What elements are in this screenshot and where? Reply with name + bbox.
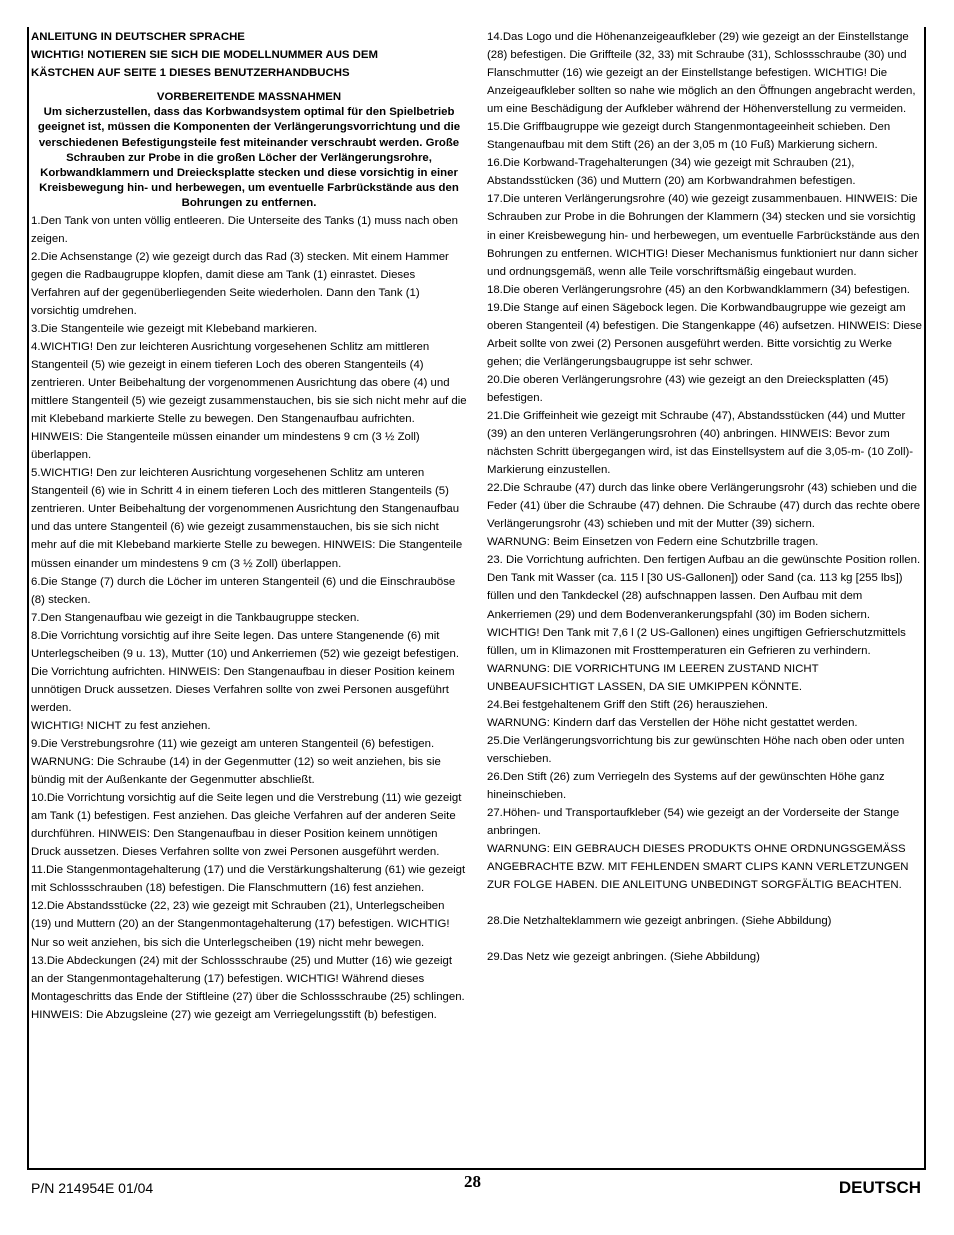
warning: WARNUNG: DIE VORRICHTUNG IM LEEREN ZUSTAND NICHT UNBEAUFSICHTIGT LASSEN, DA SIE UMKIPPEN KÖNNTE. [487, 662, 819, 693]
step: 18.Die oberen Verlängerungsrohre (45) an den Korbwandklammern (34) befestigen. [487, 283, 910, 296]
part-number: P/N 214954E 01/04 [31, 1180, 154, 1196]
step: 5.WICHTIG! Den zur leichteren Ausrichtung vorgesehenen Schlitz am unteren Stangenteil (6) wie in Schritt 4 in einem tieferen Loch des mittleren Stangenteils (5) zentrieren. Unter Beibehaltung der vorgenommenen Ausrichtung den Stangenaufbau und das untere Stangenteil (6) wie gezeigt zusammenstauchen, bis sie sich nicht mehr auf die mit Klebeband markierte Stelle zu bewegen. HINWEIS: Die Stangenteile müssen einander um mindestens 9 cm (3 ½ Zoll) überlappen. [31, 467, 463, 570]
step: 27.Höhen- und Transportaufkleber (54) wie gezeigt an der Vorderseite der Stange anbringen. [487, 807, 900, 838]
step: 1.Den Tank von unten völlig entleeren. Die Unterseite des Tanks (1) muss nach oben zeigen. [31, 214, 458, 245]
step: 7.Den Stangenaufbau wie gezeigt in die Tankbaugruppe stecken. [31, 611, 360, 624]
header-line: ANLEITUNG IN DEUTSCHER SPRACHE [31, 31, 245, 43]
prep-text: Um sicherzustellen, dass das Korbwandsystem optimal für den Spielbetrieb geeignet ist, müssen die Komponenten der Verlängerungsvorrichtung und die verschiedenen Befestigungsteile fest miteinander verschraubt werden. Große Schrauben zur Probe in die großen Löcher der Verlängerungsrohre, Korbwandklammern und Dreiecksplatte stecken und diese vorsichtig in einer Kreisbewegung hin- und herbewegen, um eventuelle Farbrückstände aus den Bohrungen zu entfernen. [37, 106, 461, 210]
step: 11.Die Stangenmontagehalterung (17) und die Verstärkungshalterung (61) wie gezeigt mit Schlossschrauben (18) befestigen. Die Flanschmuttern (16) fest anziehen. [31, 864, 466, 895]
page-footer [0, 1172, 954, 1206]
spacer [487, 930, 923, 948]
right-column [487, 28, 923, 966]
step: 22.Die Schraube (47) durch das linke obere Verlängerungsrohr (43) schieben und die Feder (41) über die Schraube (47) dehnen. Die Schraube (47) durch das rechte obere Verlängerungsrohr (43) schieben und mit der Mutter (39) sichern. [487, 482, 921, 531]
step: 25.Die Verlängerungsvorrichtung bis zur gewünschten Höhe nach oben oder unten verschieben. [487, 734, 905, 765]
step: 26.Den Stift (26) zum Verriegeln des Systems auf der gewünschten Höhe ganz hineinschieben. [487, 770, 885, 801]
note: WICHTIG! NICHT zu fest anziehen. [31, 719, 211, 732]
step: 9.Die Verstrebungsrohre (11) wie gezeigt am unteren Stangenteil (6) befestigen. [31, 737, 435, 750]
step: 21.Die Griffeinheit wie gezeigt mit Schraube (47), Abstandsstücken (44) und Mutter (39) an den unteren Verlängerungsrohren (40) anbringen. HINWEIS: Bevor zum nächsten Schritt übergegangen wird, ist das Einstellsystem auf die 3,05-m- (10 Zoll)-Markierung einzustellen. [487, 409, 914, 477]
step: 13.Die Abdeckungen (24) mit der Schlossschraube (25) und Mutter (16) wie gezeigt an der Stangenmontagehalterung (17) befestigen. WICHTIG! Während dieses Montageschritts das Ende der Stiftleine (27) über die Schlossschraube (25) schlingen. HINWEIS: Die Abzugsleine (27) wie gezeigt am Verriegelungsstift (b) befestigen. [31, 954, 465, 1021]
header-line: KÄSTCHEN AUF SEITE 1 DIESES BENUTZERHANDBUCHS [31, 67, 350, 79]
spacer [487, 894, 923, 912]
step: 28.Die Netzhalteklammern wie gezeigt anbringen. (Siehe Abbildung) [487, 915, 832, 928]
step: 29.Das Netz wie gezeigt anbringen. (Siehe Abbildung) [487, 951, 760, 964]
step: 17.Die unteren Verlängerungsrohre (40) wie gezeigt zusammenbauen. HINWEIS: Die Schrauben zur Probe in die Bohrungen der Klammern (34) stecken und sie vorsichtig in einer Kreisbewegung hin- und herbewegen, um eventuelle Farbrückstände aus den Bohrungen zu entfernen. WICHTIG! Dieser Mechanismus funktioniert nur dann sicher und ordnungsgemäß, wenn alle Teile vorschriftsmäßig eingebaut wurden. [487, 193, 920, 278]
step: 16.Die Korbwand-Tragehalterungen (34) wie gezeigt mit Schrauben (21), Abstandsstücken (36) und Muttern (20) am Korbwandrahmen befestigen. [487, 157, 856, 188]
prep-title: VORBEREITENDE MASSNAHMEN [156, 91, 342, 103]
language-label: DEUTSCH [838, 1178, 921, 1197]
step: 8.Die Vorrichtung vorsichtig auf ihre Seite legen. Das untere Stangenende (6) mit Unterlegscheiben (9 u. 13), Mutter (10) und Ankerriemen (52) wie gezeigt befestigen. Die Vorrichtung aufrichten. HINWEIS: Den Stangenaufbau in dieser Position keinem unnötigen Druck aussetzen. Dieses Verfahren sollte von zwei Personen ausgeführt werden. [31, 629, 460, 714]
step: 23. Die Vorrichtung aufrichten. Den fertigen Aufbau an die gewünschte Position rollen. Den Tank mit Wasser (ca. 115 l [30 US-Gallonen]) oder Sand (ca. 113 kg [255 lbs]) füllen und den Tankdeckel (28) aufschnappen lassen. Den Aufbau mit dem Ankerriemen (29) und dem Bodenverankerungspfahl (30) im Boden sichern. WICHTIG! Den Tank mit 7,6 l (2 US-Gallonen) eines ungiftigen Gefrierschutzmittels füllen, um in Klimazonen mit Frosttemperaturen ein Gefrieren zu verhindern. [487, 554, 921, 657]
step: 15.Die Griffbaugruppe wie gezeigt durch Stangenmontageeinheit schieben. Den Stangenaufbau mit dem Stift (26) an der 3,05 m (10 Fuß) Markierung sichern. [487, 121, 891, 152]
header-line: WICHTIG! NOTIEREN SIE SICH DIE MODELLNUMMER AUS DEM [31, 49, 378, 61]
step: 6.Die Stange (7) durch die Löcher im unteren Stangenteil (6) und die Einschrauböse (8) stecken. [31, 575, 456, 606]
page-number: 28 [464, 1172, 481, 1191]
step: 4.WICHTIG! Den zur leichteren Ausrichtung vorgesehenen Schlitz am mittleren Stangenteil (5) wie gezeigt in einem tieferen Loch des oberen Stangenteils (4) zentrieren. Unter Beibehaltung der vorgenommenen Ausrichtung das obere (4) und mittlere Stangenteil (5) wie gezeigt zusammenstauchen, bis sie sich nicht mehr auf die mit Klebeband markierte Stelle zu bewegen. Den Stangenaufbau aufrichten. HINWEIS: Die Stangenteile müssen einander um mindestens 9 cm (3 ½ Zoll) überlappen. [31, 340, 467, 462]
step: 10.Die Vorrichtung vorsichtig auf die Seite legen und die Verstrebung (11) wie gezeigt am Tank (1) befestigen. Fest anziehen. Das gleiche Verfahren auf der anderen Seite durchführen. HINWEIS: Den Stangenaufbau in dieser Position keinem unnötigen Druck aussetzen. Dieses Verfahren sollte von zwei Personen ausgeführt werden. [31, 792, 462, 859]
left-column [31, 28, 467, 1024]
step: 19.Die Stange auf einen Sägebock legen. Die Korbwandbaugruppe wie gezeigt am oberen Stangenteil (4) befestigen. Die Stangenkappe (46) aufsetzen. HINWEIS: Diese Arbeit sollte von zwei (2) Personen ausgeführt werden. Bitte vorsichtig zu Werke gehen; die Verlängerungsbaugruppe ist sehr schwer. [487, 301, 922, 368]
warning: WARNUNG: Kindern darf das Verstellen der Höhe nicht gestattet werden. [487, 716, 858, 729]
step: 2.Die Achsenstange (2) wie gezeigt durch das Rad (3) stecken. Mit einem Hammer gegen die Radbaugruppe klopfen, damit diese am Tank (1) einrastet. Dieses Verfahren auf der gegenüberliegenden Seite wiederholen. Dann den Tank (1) vorsichtig umdrehen. [31, 250, 449, 317]
step: 14.Das Logo und die Höhenanzeigeaufkleber (29) wie gezeigt an der Einstellstange (28) befestigen. Die Griffteile (32, 33) mit Schraube (31), Schlossschraube (30) und Flanschmutter (16) wie gezeigt an der Einstellstange befestigen. WICHTIG! Die Anzeigeaufkleber sollten so nahe wie möglich an den Öffnungen angebracht werden, um eine Beschädigung der Aufkleber während der Höhenverstellung zu vermeiden. [487, 31, 916, 116]
warning: WARNUNG: Die Schraube (14) in der Gegenmutter (12) so weit anziehen, bis sie bündig mit der Außenkante der Gegenmutter abschließt. [31, 756, 441, 787]
step: 12.Die Abstandsstücke (22, 23) wie gezeigt mit Schrauben (21), Unterlegscheiben (19) und Muttern (20) an der Stangenmontagehalterung (17) befestigen. WICHTIG! Nur so weit anziehen, bis sich die Unterlegscheiben (19) nicht mehr bewegen. [31, 900, 450, 949]
warning: WARNUNG: EIN GEBRAUCH DIESES PRODUKTS OHNE ORDNUNGSGEMÄSS ANGEBRACHTE BZW. MIT FEHLENDEN SMART CLIPS KANN VERLETZUNGEN ZUR FOLGE HABEN. DIE ANLEITUNG UNBEDINGT SORGFÄLTIG BEACHTEN. [487, 843, 909, 892]
step: 20.Die oberen Verlängerungsrohre (43) wie gezeigt an den Dreiecksplatten (45) befestigen. [487, 373, 889, 404]
left-steps [31, 212, 467, 1024]
step: 3.Die Stangenteile wie gezeigt mit Klebeband markieren. [31, 322, 318, 335]
step: 24.Bei festgehaltenem Griff den Stift (26) herausziehen. [487, 698, 768, 711]
warning: WARNUNG: Beim Einsetzen von Federn eine Schutzbrille tragen. [487, 536, 819, 549]
